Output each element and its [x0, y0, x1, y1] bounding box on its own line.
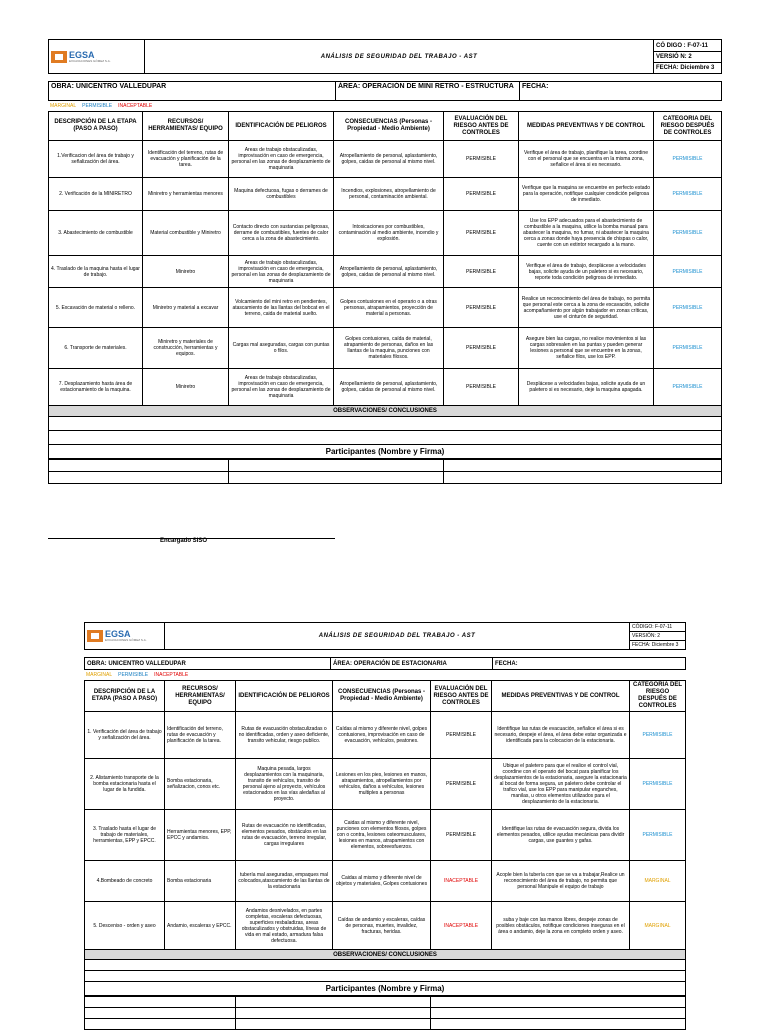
recursos-cell: Andamio, escaleras y EPCC.	[165, 902, 236, 950]
col-etapa: DESCRIPCIÓN DE LA ETAPA (PASO A PASO)	[85, 681, 165, 712]
legend-permisible: PERMISIBLE	[82, 103, 113, 109]
peligros-cell: Areas de trabajo obstaculizadas, improvisación en caso de emergencia, personal en las zonas de desplazamiento de maquinaria	[229, 141, 334, 178]
col-medidas: MEDIDAS PREVENTIVAS Y DE CONTROL	[492, 681, 630, 712]
participant-cell[interactable]	[229, 472, 444, 484]
etapa-cell: 6. Transporte de materiales.	[49, 328, 143, 369]
header-table	[48, 39, 722, 74]
ast-sheet-2	[84, 622, 685, 1030]
project-info-table	[84, 657, 686, 670]
participants-grid	[84, 996, 686, 1030]
obra-label: OBRA: UNICENTRO VALLEDUPAR	[49, 82, 336, 101]
risk-legend	[48, 101, 721, 111]
observations-line[interactable]	[85, 971, 686, 982]
obra-label: OBRA: UNICENTRO VALLEDUPAR	[85, 658, 331, 670]
table-row	[85, 712, 686, 759]
participants-title: Participantes (Nombre y Firma)	[49, 445, 722, 459]
categoria-cell: MARGINAL	[630, 861, 686, 902]
participant-cell[interactable]	[49, 460, 229, 472]
col-consecuencias: CONSECUENCIAS (Personas - Propiedad - Medio Ambiente)	[333, 681, 431, 712]
observations-line[interactable]	[49, 417, 722, 431]
legend-marginal: MARGINAL	[86, 672, 113, 678]
etapa-cell: 1. Verificación del área de trabajo y señalización del área.	[85, 712, 165, 759]
medidas-cell: Verifique el área de trabajo, desplácese a velocidades bajas, solicite ayuda de un paletero si es necesario, reporte toda condición peligrosa de inmediato.	[519, 256, 654, 288]
consecuencias-cell: Caidas al mismo y diferente nivel de objetos y materiales, Golpes contusiones	[333, 861, 431, 902]
consecuencias-cell: Atropellamiento de personal, aplastamiento, golpes, caidas de personal al mismo nivel.	[334, 256, 444, 288]
etapa-cell: 2. Alistamiento transporte de la bomba estacionaria hasta el lugar de la fundida.	[85, 759, 165, 810]
participant-cell[interactable]	[431, 997, 686, 1008]
document-code: CÓ DIGO : F-07-11	[654, 40, 722, 52]
peligros-cell: Andamios desnivelados, en partes completas, escaleras defectuosas, superficies resbaladizas, areas obstaculizados y obstruidas, líneas de vida en mal estado, armadura falsa defectuosa.	[236, 902, 333, 950]
consecuencias-cell: Golpes contusiones en el operario o a otras personas, atrapamientos, proyección de material a personas.	[334, 288, 444, 328]
evaluacion-cell: PERMISIBLE	[444, 369, 519, 406]
project-info-table	[48, 81, 722, 101]
recursos-cell: Identificación del terreno, rutas de evacuación y planificación de la tarea.	[165, 712, 236, 759]
peligros-cell: Areas de trabajo obstaculizadas, improvisación en caso de emergencia, personal en las zonas de desplazamiento de maquinaria	[229, 369, 334, 406]
recursos-cell: Miniretro y materiales de construcción, herramientas y equipos.	[143, 328, 229, 369]
header-table	[84, 622, 686, 650]
consecuencias-cell: Atropellamiento de personal, aplastamiento, golpes, caidas de personal al mismo nivel.	[334, 369, 444, 406]
peligros-cell: Cargas mal aseguradas, cargas con puntas o filos.	[229, 328, 334, 369]
area-label: ÁREA: OPERACIÓN DE MINI RETRO - ESTRUCTURA	[336, 82, 520, 101]
encargado-siso-label: Encargado SISO	[160, 538, 208, 544]
evaluacion-cell: INACEPTABLE	[431, 902, 492, 950]
table-header-row	[85, 681, 686, 712]
table-row	[49, 211, 722, 256]
table-row	[49, 288, 722, 328]
categoria-cell: PERMISIBLE	[654, 211, 722, 256]
document-date: FECHA: Diciembre 3	[630, 641, 686, 650]
etapa-cell: 4.Bombeado de concreto	[85, 861, 165, 902]
participant-cell[interactable]	[85, 997, 236, 1008]
participant-cell[interactable]	[229, 460, 444, 472]
col-recursos: RECURSOS/ HERRAMIENTAS/ EQUIPO	[165, 681, 236, 712]
medidas-cell: Verifique el área de trabajo, planifique la tarea, coordine con el personal que se encuentra en la misma zona, señalice el área si es necesario.	[519, 141, 654, 178]
consecuencias-cell: Golpes contusiones, caída de material, atrapamiento de personas, daños en las llantas de la maquina, punciones con materiales filosos.	[334, 328, 444, 369]
col-consecuencias: CONSECUENCIAS (Personas - Propiedad - Medio Ambiente)	[334, 112, 444, 141]
col-categoria: CATEGORIA DEL RIESGO DESPUÉS DE CONTROLES	[654, 112, 722, 141]
observations-header: OBSERVACIONES/ CONCLUSIONES	[49, 406, 722, 417]
etapa-cell: 3. Abastecimiento de combustible	[49, 211, 143, 256]
etapa-cell: 3. Traslado hasta el lugar de trabajo de materiales, herramientas, EPP y EPCC.	[85, 810, 165, 861]
egsa-logo-icon	[51, 51, 67, 63]
evaluacion-cell: PERMISIBLE	[444, 178, 519, 211]
peligros-cell: Rutas de evacuación no identificadas, elementos pesados, obstáculos en las rutas de evacuación, terreno irregular, cargas irregulares	[236, 810, 333, 861]
table-row	[49, 256, 722, 288]
medidas-cell: Ubique el paletero para que el realice el control vial, coordine con el operario del bocat para planificar los desplazamientos de la estacionaria, asegure la estacionaria al bocat de forma segura, un paletero debe controlar el trafico vial, use los EPP para manipular enganches, manilas, u otros elementos utilizados para el desplazamiento de la estacionaria.	[492, 759, 630, 810]
table-row	[85, 902, 686, 950]
participant-cell[interactable]	[85, 1008, 236, 1019]
col-evaluacion: EVALUACIÓN DEL RIESGO ANTES DE CONTROLES	[444, 112, 519, 141]
recursos-cell: Herramientas menores, EPP, EPCC y andamios.	[165, 810, 236, 861]
etapa-cell: 1.Verificacion del área de trabajo y señalización del área.	[49, 141, 143, 178]
recursos-cell: Identificación del terreno, rutas de evacuación y planificación de la tarea.	[143, 141, 229, 178]
peligros-cell: Maquina defectuosa, fugas o derrames de combustibles	[229, 178, 334, 211]
evaluacion-cell: PERMISIBLE	[444, 256, 519, 288]
fecha-field[interactable]: FECHA:	[493, 658, 686, 670]
categoria-cell: PERMISIBLE	[630, 759, 686, 810]
participant-cell[interactable]	[85, 1019, 236, 1030]
participant-cell[interactable]	[431, 1008, 686, 1019]
peligros-cell: Maquina pesada, largos desplazamientos con la maquinaria, transito de vehículos, transito de personal ajeno al proyecto, vehículos estacionados en las vías aledañas al proyecto.	[236, 759, 333, 810]
logo: EGSA EXCAVACIONES GÓMEZ S.A.	[85, 623, 165, 650]
document-date: FECHA: Diciembre 3	[654, 63, 722, 74]
participant-cell[interactable]	[444, 460, 722, 472]
participant-cell[interactable]	[431, 1019, 686, 1030]
evaluacion-cell: INACEPTABLE	[431, 861, 492, 902]
recursos-cell: Miniretro	[143, 256, 229, 288]
risk-table	[48, 111, 722, 459]
categoria-cell: PERMISIBLE	[654, 328, 722, 369]
table-row	[85, 759, 686, 810]
participant-cell[interactable]	[49, 472, 229, 484]
participant-cell[interactable]	[236, 997, 431, 1008]
consecuencias-cell: Incendios, explosiones, atropellamiento de personal, contaminación ambiental.	[334, 178, 444, 211]
consecuencias-cell: Caídas de andamio y escaleras, caídas de personas, muertes, invalidez, fracturas, heridas.	[333, 902, 431, 950]
legend-inaceptable: INACEPTABLE	[154, 672, 189, 678]
consecuencias-cell: Caidas al mismo y diferente nivel, punciones con elementos filosos, golpes con o contra, lesiones osteomusculares, lesiones en manos, atrapamientos con elementos, sobreesfuerzos.	[333, 810, 431, 861]
peligros-cell: Contacto directo con sustancias peligrosas, derrame de combustibles, fuentes de calor cerca a la zona de abastecimiento.	[229, 211, 334, 256]
legend-permisible: PERMISIBLE	[118, 672, 149, 678]
evaluacion-cell: PERMISIBLE	[431, 759, 492, 810]
observations-line[interactable]	[49, 431, 722, 445]
consecuencias-cell: Lesiones en los pies, lesiones en manos, atrapamientos, atropellamientos por vehículos, daños a vehículos, lesiones multiples a personas	[333, 759, 431, 810]
table-header-row	[49, 112, 722, 141]
etapa-cell: 5. Excavación de material o relleno.	[49, 288, 143, 328]
table-row	[85, 810, 686, 861]
table-row	[85, 861, 686, 902]
recursos-cell: Miniretro	[143, 369, 229, 406]
medidas-cell: Asegure bien las cargas, no realice movimientos si las cargas sobresalen en las puntas y pueden generar lesiones a personal que se encuentre en la zonas, señalice filos, use los EPP.	[519, 328, 654, 369]
area-label: ÁREA: OPERACIÓN DE ESTACIONARIA	[331, 658, 493, 670]
categoria-cell: PERMISIBLE	[630, 810, 686, 861]
document-version: VERSIÓN: 2	[630, 632, 686, 641]
recursos-cell: Bomba estacionaria, señalizacion, conos etc.	[165, 759, 236, 810]
participant-cell[interactable]	[236, 1008, 431, 1019]
categoria-cell: PERMISIBLE	[654, 178, 722, 211]
evaluacion-cell: PERMISIBLE	[444, 288, 519, 328]
col-peligros: IDENTIFICACIÓN DE PELIGROS	[236, 681, 333, 712]
table-row	[49, 328, 722, 369]
categoria-cell: PERMISIBLE	[654, 256, 722, 288]
recursos-cell: Miniretro y herramientas menores	[143, 178, 229, 211]
categoria-cell: PERMISIBLE	[654, 141, 722, 178]
recursos-cell: Material combustible y Miniretro	[143, 211, 229, 256]
etapa-cell: 4. Traslado de la maquina hasta el lugar de trabajo.	[49, 256, 143, 288]
medidas-cell: Verifique que la maquina se encuentre en perfecto estado para la operación, notifique cualquier condición peligrosa de inmediato.	[519, 178, 654, 211]
participants-title: Participantes (Nombre y Firma)	[85, 982, 686, 996]
table-row	[49, 141, 722, 178]
col-etapa: DESCRIPCIÓN DE LA ETAPA (PASO A PASO)	[49, 112, 143, 141]
table-row	[49, 178, 722, 211]
participants-grid	[48, 459, 722, 484]
evaluacion-cell: PERMISIBLE	[444, 141, 519, 178]
medidas-cell: suba y baje con las manos libres, despeje zonas de posibles obstáculos, notifique condiciones inseguras en el área o andamio, deje la zona en completo orden y aseo.	[492, 902, 630, 950]
categoria-cell: PERMISIBLE	[630, 712, 686, 759]
col-categoria: CATEGORIA DEL RIESGO DESPUÉS DE CONTROLES	[630, 681, 686, 712]
recursos-cell: Bomba estacionaria	[165, 861, 236, 902]
document-title: ANÁLISIS DE SEGURIDAD DEL TRABAJO - AST	[145, 40, 654, 74]
observations-header: OBSERVACIONES/ CONCLUSIONES	[85, 950, 686, 960]
medidas-cell: Acople bien la tubería con que se va a trabajar,Realice un reconocimiento del área de trabajo, no permita que personal Manipule el equipo de trabajo	[492, 861, 630, 902]
peligros-cell: tubería mal aseguradas, empaques mal colocados,atascamiento de las llantas de la estacionaria	[236, 861, 333, 902]
etapa-cell: 7. Desplazamiento hasta área de estacionamiento de la maquina.	[49, 369, 143, 406]
ast-sheet-1	[48, 39, 721, 484]
evaluacion-cell: PERMISIBLE	[444, 211, 519, 256]
col-evaluacion: EVALUACIÓN DEL RIESGO ANTES DE CONTROLES	[431, 681, 492, 712]
peligros-cell: Volcamiento del mini retro en pendientes, atascamiento de las llantas del bobcat en el terreno, caida de material suelto.	[229, 288, 334, 328]
participant-cell[interactable]	[236, 1019, 431, 1030]
evaluacion-cell: PERMISIBLE	[444, 328, 519, 369]
medidas-cell: Desplácese a velocidades bajas, solicite ayuda de un paletero si es necesario, deje la maquina apagada.	[519, 369, 654, 406]
participant-cell[interactable]	[444, 472, 722, 484]
logo: EGSA EXCAVACIONES GÓMEZ S.A.	[49, 40, 145, 74]
col-medidas: MEDIDAS PREVENTIVAS Y DE CONTROL	[519, 112, 654, 141]
etapa-cell: 2. Verificación de la MINIRETRO	[49, 178, 143, 211]
risk-legend	[84, 670, 685, 680]
document-code: CÓDIGO: F-07-11	[630, 623, 686, 632]
categoria-cell: MARGINAL	[630, 902, 686, 950]
peligros-cell: Areas de trabajo obstaculizadas, improvisación en caso de emergencia, personal en las zonas de desplazamiento de maquinaria	[229, 256, 334, 288]
medidas-cell: Identifique las rutas de evacuación segura, divida los elementos pesados, utilice ayudas mecánicas para dividir cargas, use guantes y gafas.	[492, 810, 630, 861]
consecuencias-cell: Atropellamiento de personal, aplastamiento, golpes, caidas de personal al mismo nivel.	[334, 141, 444, 178]
medidas-cell: Identifique las rutas de evacuación, señalice el área si es necesario, despeje el área, el área debe estar organizada e identificada para la colocacion de la estacionaria.	[492, 712, 630, 759]
consecuencias-cell: Intoxicaciones por combustibles, contaminación al medio ambiente, incendio y explosión.	[334, 211, 444, 256]
col-recursos: RECURSOS/ HERRAMIENTAS/ EQUIPO	[143, 112, 229, 141]
peligros-cell: Rutas de evacuación obstaculizadas o no identificadas, orden y aseo deficiente, transito vehicular, riesgo publico.	[236, 712, 333, 759]
legend-inaceptable: INACEPTABLE	[118, 103, 153, 109]
categoria-cell: PERMISIBLE	[654, 369, 722, 406]
col-peligros: IDENTIFICACIÓN DE PELIGROS	[229, 112, 334, 141]
table-row	[49, 369, 722, 406]
document-title: ANÁLISIS DE SEGURIDAD DEL TRABAJO - AST	[165, 623, 630, 650]
consecuencias-cell: Caídas al mismo y diferente nivel, golpes contusiones, improvisación en caso de evacuación, vehículos, peatones.	[333, 712, 431, 759]
egsa-logo-icon	[87, 630, 103, 642]
medidas-cell: Realice un reconocimiento del área de trabajo, no permita que personal este cerca a la zona de excavación, solicite acompañamiento por algún trabajador en zonas críticas, use el cinturón de seguridad.	[519, 288, 654, 328]
document-version: VERSIÓ N: 2	[654, 52, 722, 63]
etapa-cell: 5. Desceniso - orden y aseo	[85, 902, 165, 950]
evaluacion-cell: PERMISIBLE	[431, 712, 492, 759]
evaluacion-cell: PERMISIBLE	[431, 810, 492, 861]
recursos-cell: Miniretro y material a excavar	[143, 288, 229, 328]
fecha-field[interactable]: FECHA:	[520, 82, 722, 101]
legend-marginal: MARGINAL	[50, 103, 77, 109]
risk-table	[84, 680, 686, 996]
medidas-cell: Use los EPP adecuados para el abastecimiento de combustible a la maquina, utilice la bomba manual para abastecer la maquina, no fumar, ni abastecer la maquina cerca a zonas donde haya presencia de chispas o calor, cuente con un extintor recargado a la mano.	[519, 211, 654, 256]
categoria-cell: PERMISIBLE	[654, 288, 722, 328]
observations-line[interactable]	[85, 960, 686, 971]
